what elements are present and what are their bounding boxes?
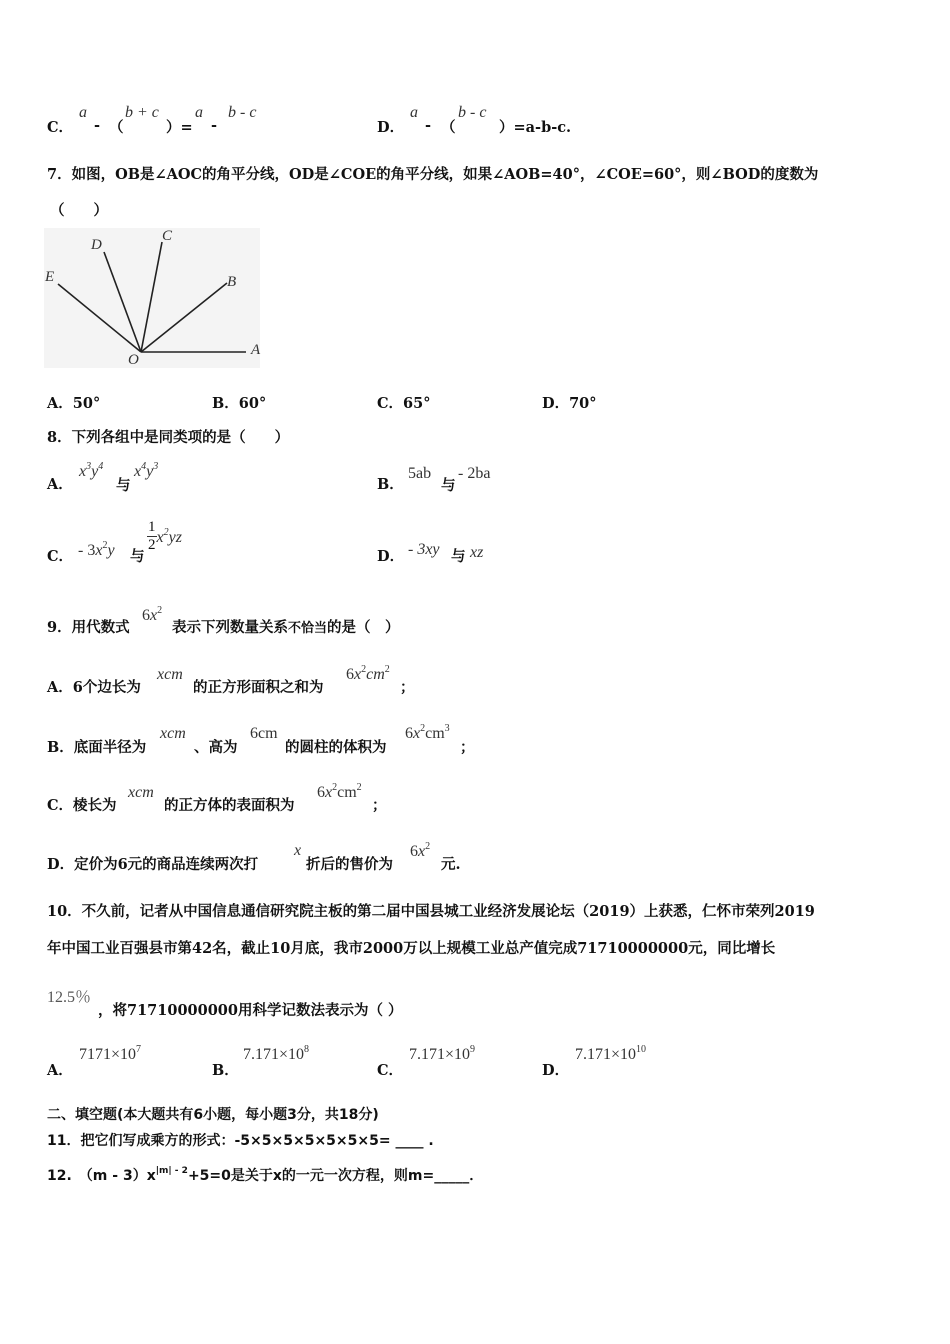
q8-c-label: C．: [47, 548, 74, 565]
q6-d-tail: ）=a-b-c.: [499, 119, 572, 136]
q8-b-left: 5ab: [408, 465, 432, 482]
q8-c-frac-num: 1: [148, 519, 156, 535]
q8-b-label: B．: [377, 476, 404, 493]
q9-a-value: $6x^2cm^2$: [346, 664, 390, 683]
q11-text: 11．把它们写成乘方的形式：-5×5×5×5×5×5×5= ____ .: [47, 1133, 434, 1149]
q7-opt-d-value: 70°: [569, 395, 597, 412]
q9-stem-not: 不恰当: [288, 621, 328, 636]
q8-d-label: D．: [377, 548, 405, 565]
q9-b-value: $6x^2cm^3$: [405, 723, 450, 742]
q9-c-value: $6x^2cm^2$: [317, 782, 362, 801]
q8-c-coef: - 3: [78, 542, 96, 559]
q10-opt-c-label: C．: [377, 1062, 404, 1079]
q6-c-a: a: [79, 104, 87, 121]
q10-opt-d-base: 7.171×10: [575, 1046, 637, 1063]
q6-d-bmc: b - c: [458, 104, 487, 121]
q9-stem-rest: [172, 616, 400, 637]
q10-opt-b-value[interactable]: [243, 1044, 309, 1064]
q6-c-label: C．: [47, 119, 74, 136]
q8-c-right: $\frac{1}{2}$ $x^2yz$: [148, 519, 182, 553]
q9-d-text2: 折后的售价为: [306, 856, 393, 873]
q9-b-text1: B．底面半径为: [47, 739, 147, 756]
q7-opt-c-value: 65°: [403, 395, 431, 412]
q8-c-frac-den: 2: [148, 537, 156, 553]
q7-opt-b-label: B．: [212, 395, 239, 412]
q8-d-left: - 3xy: [408, 541, 440, 558]
q7-stem: 7．如图，OB是∠AOC的角平分线，OD是∠COE的角平分线，如果∠AOB=40°，∠COE=60°，则∠BOD的度数为: [47, 166, 819, 183]
q6-c-bpc: b + c: [125, 104, 159, 121]
angle-diagram: [44, 228, 260, 368]
label-b: B: [227, 274, 237, 290]
q7-opt-d-label: D．: [542, 395, 570, 412]
q10-line1: 10．不久前，记者从中国信息通信研究院主板的第二届中国县城工业经济发展论坛（2019）上获悉，仁怀市荣列2019: [47, 903, 815, 920]
q8-a-right: $x^4y^3$: [134, 461, 159, 480]
q9-expr: $6x^2$: [142, 605, 163, 624]
section2-title: 二、填空题(本大题共有6小题，每小题3分，共18分): [47, 1107, 379, 1123]
q10-opt-d-exp: 10: [636, 1044, 647, 1055]
q9-b-text2: 、高为: [194, 739, 238, 756]
q9-stem-mid: 表示下列数量关系: [172, 619, 288, 636]
q9-d-text1: D．定价为6元的商品连续两次打: [47, 856, 259, 873]
q10-opt-c-exp: 9: [470, 1044, 476, 1055]
q7-opt-b[interactable]: [212, 392, 266, 413]
q10-percent: 12.5％: [47, 989, 92, 1006]
q10-opt-d-value[interactable]: [575, 1044, 646, 1064]
label-d: D: [91, 237, 102, 253]
q8-c-fraction: [147, 519, 157, 554]
q6-d-label: D．: [377, 119, 405, 136]
q10-opt-b-label: B．: [212, 1062, 239, 1079]
q7-opt-d[interactable]: [542, 392, 597, 413]
q12-exp: |m| - 2: [155, 1166, 188, 1176]
q10-opt-b-base: 7.171×10: [243, 1046, 305, 1063]
q8-d-conj: 与: [451, 548, 466, 565]
q7-opt-c[interactable]: [377, 392, 430, 413]
label-c: C: [162, 228, 173, 244]
q7-opt-a-label: A．: [47, 395, 73, 412]
q9-b-text3: 的圆柱的体积为: [285, 739, 387, 756]
label-o: O: [128, 352, 139, 368]
q7-opt-c-label: C．: [377, 395, 404, 412]
q7-angle-figure: [44, 228, 260, 368]
q9-c-text1: C．棱长为: [47, 797, 117, 814]
q12-pre: 12. （m - 3）x: [47, 1168, 156, 1184]
q8-d-right: xz: [470, 544, 484, 561]
q9-a-text1: A．6个边长为: [47, 679, 141, 696]
q12-text: [47, 1165, 483, 1185]
q9-stem-post: 的是（ ）: [327, 619, 400, 636]
q9-c-xcm: xcm: [128, 784, 154, 801]
q6-d-lparen: （: [441, 119, 456, 136]
q6-d-minus: -: [425, 117, 432, 134]
q7-paren: （ ）: [50, 202, 108, 219]
q8-b-right: - 2ba: [458, 465, 491, 482]
q10-opt-c-value[interactable]: [409, 1044, 475, 1064]
q8-a-left: $x^3y^4$: [79, 461, 104, 480]
q10-opt-a-exp: 7: [136, 1044, 142, 1055]
q6-c-a2: a: [195, 104, 203, 121]
q8-a-label: A．: [47, 476, 73, 493]
q8-a-conj: 与: [116, 477, 131, 494]
q9-c-end: ；: [372, 797, 387, 814]
ray-oc: [141, 242, 162, 352]
q8-stem: 8．下列各组中是同类项的是（ ）: [47, 429, 290, 446]
q6-c-lparen: （: [109, 119, 124, 136]
q9-stem-pre: 9．用代数式: [47, 619, 130, 636]
q12-post: +5=0是关于x的一元一次方程，则m=_____．: [187, 1168, 484, 1184]
ray-ob: [141, 283, 227, 352]
q10-opt-c-base: 7.171×10: [409, 1046, 471, 1063]
q6-c-minus: -: [94, 117, 101, 134]
q10-line2: 年中国工业百强县市第42名，截止10月底，我市2000万以上规模工业总产值完成71710000000元，同比增长: [47, 940, 776, 957]
label-a: A: [251, 342, 261, 358]
q6-d-a: a: [410, 104, 418, 121]
q9-a-end: ；: [400, 679, 415, 696]
q10-opt-a-value[interactable]: [79, 1044, 141, 1064]
q9-c-text2: 的正方体的表面积为: [164, 797, 295, 814]
q9-b-end: ；: [460, 739, 475, 756]
q10-line3: ，将71710000000用科学记数法表示为（ ）: [98, 1002, 403, 1019]
q9-d-value: $6x^2$: [410, 841, 431, 860]
q6-c-minus2: -: [211, 117, 218, 134]
q10-opt-a-label: A．: [47, 1062, 73, 1079]
q8-c-left: - $3x^2y$: [78, 540, 115, 559]
q10-opt-a-base: 7171×10: [79, 1046, 137, 1063]
q8-b-conj: 与: [441, 477, 456, 494]
q10-opt-d-label: D．: [542, 1062, 570, 1079]
q9-d-end: 元.: [441, 856, 461, 873]
label-e: E: [45, 269, 55, 285]
q9-b-6cm: 6cm: [250, 725, 278, 742]
q7-opt-b-value: 60°: [238, 395, 267, 412]
q6-c-rparen: ）=: [166, 119, 193, 136]
q8-c-conj: 与: [130, 548, 145, 565]
q9-b-xcm: xcm: [160, 725, 186, 742]
q9-a-xcm: xcm: [157, 666, 183, 683]
q6-c-bmc: b - c: [228, 104, 257, 121]
q7-opt-a-value: 50°: [72, 395, 101, 412]
q7-opt-a[interactable]: [47, 392, 100, 413]
q9-a-text2: 的正方形面积之和为: [193, 679, 324, 696]
q10-opt-b-exp: 8: [304, 1044, 310, 1055]
